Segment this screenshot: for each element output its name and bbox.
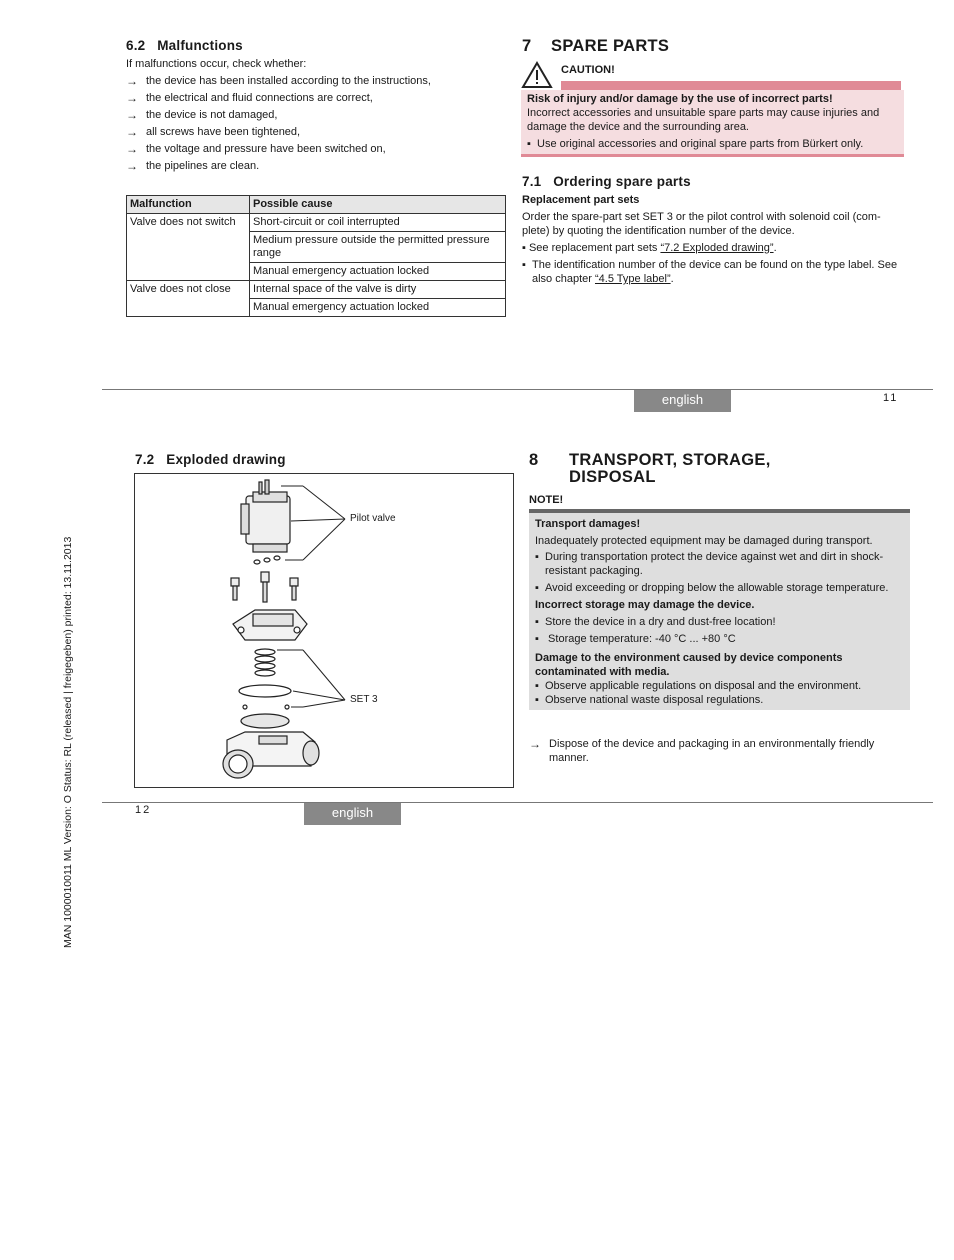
table-cell-cause: Manual emergency actuation locked: [250, 299, 506, 317]
arrow-icon: →: [126, 108, 138, 122]
storage-title: Incorrect storage may damage the device.: [535, 599, 755, 611]
replacement-label: Replacement part sets: [522, 194, 640, 206]
transport-heading-num: 8: [529, 451, 539, 469]
malfunctions-intro: If malfunctions occur, check whether:: [126, 58, 307, 70]
env-bullet-text: Observe applicable regulations on disposal and the environment.: [545, 680, 862, 692]
damage-bullet-text: Avoid exceeding or dropping below the allowable storage temperature.: [545, 582, 889, 594]
transport-heading-line2: DISPOSAL: [569, 468, 656, 486]
table-cell-cause: Manual emergency actuation locked: [250, 263, 506, 281]
caution-bar: [561, 81, 901, 90]
arrow-icon: →: [126, 159, 138, 173]
dispose-line: [529, 737, 901, 765]
transport-heading: [529, 451, 771, 486]
check-item: [126, 158, 506, 175]
table-cell-cause: Medium pressure outside the permitted pressure range: [250, 232, 506, 263]
env-bullet: [535, 679, 907, 693]
table-cell-cause: Internal space of the valve is dirty: [250, 281, 506, 299]
check-item: [126, 124, 506, 141]
check-item-text: all screws have been tightened,: [146, 126, 301, 138]
check-item-text: the device is not damaged,: [146, 109, 278, 121]
table-header-cause: Possible cause: [250, 196, 506, 214]
margin-document-note: MAN 1000010011 ML Version: O Status: RL (released | freigegeben) printed: 13.11.2013: [62, 536, 74, 948]
ident-bullet-row: [522, 258, 904, 286]
table-header-row: [127, 196, 506, 214]
arrow-icon: →: [126, 125, 138, 139]
ordering-heading: [522, 174, 691, 189]
ident-bullet-text: [532, 258, 904, 286]
table-cell-malfunction: Valve does not switch: [127, 214, 250, 281]
storage-bullet: [535, 632, 907, 646]
malfunctions-heading-num: 6.2: [126, 38, 146, 53]
table-row: [127, 281, 506, 299]
env-bullet-text: Observe national waste disposal regulations.: [545, 694, 764, 706]
damage-bullet: [535, 581, 907, 595]
bullet-icon: ▪: [535, 582, 539, 594]
exploded-heading: [135, 452, 286, 467]
note-box: [529, 509, 910, 710]
spare-parts-heading-num: 7: [522, 37, 532, 55]
check-item-text: the pipelines are clean.: [146, 160, 260, 172]
storage-bullet: [535, 615, 907, 629]
order-text: Order the spare-part set SET 3 or the pilot control with solenoid coil (com-plete) by quoting the identification number of the device.: [522, 211, 881, 237]
link-exploded-drawing[interactable]: “7.2 Exploded drawing”: [660, 242, 774, 254]
page12-number: 12: [135, 804, 152, 816]
see-prefix: See replacement part sets: [528, 242, 661, 254]
ident-bullet: [522, 258, 904, 286]
page11-footer-rule: [102, 389, 933, 390]
see-suffix: .: [773, 242, 777, 254]
bullet-icon: ▪: [535, 633, 539, 645]
malfunction-table: [126, 195, 506, 317]
bullet-icon: ▪: [522, 242, 529, 254]
check-item: [126, 141, 506, 158]
caution-box: [521, 90, 904, 157]
link-type-label[interactable]: “4.5 Type label”: [594, 273, 671, 285]
see-replacement-line: [522, 241, 904, 255]
transport-heading-line1: TRANSPORT, STORAGE,: [569, 451, 771, 469]
exploded-heading-text: Exploded drawing: [166, 452, 286, 467]
page11-number: 11: [883, 392, 899, 404]
bullet-icon: ▪: [527, 138, 531, 150]
arrow-icon: →: [126, 74, 138, 88]
check-item-text: the device has been installed according to the instructions,: [146, 75, 431, 87]
exploded-heading-num: 7.2: [135, 452, 155, 467]
bullet-icon: ▪: [535, 694, 539, 706]
env-bullet: [535, 693, 907, 707]
dispose-text: Dispose of the device and packaging in an environmentally friendly manner.: [549, 738, 875, 764]
table-cell-cause: Short-circuit or coil interrupted: [250, 214, 506, 232]
bullet-icon: ▪: [535, 616, 539, 628]
ordering-heading-num: 7.1: [522, 174, 542, 189]
caution-bullet: [527, 137, 901, 151]
exploded-drawing-illustration: [135, 474, 513, 787]
dispose-row: [529, 737, 901, 765]
see-also-suffix: .: [670, 273, 674, 285]
page12-language-badge: english: [304, 803, 401, 825]
page11-language-badge: english: [634, 390, 731, 412]
see-also-prefix: See also chapter: [532, 259, 898, 285]
check-item: [126, 90, 506, 107]
malfunctions-heading-text: Malfunctions: [157, 38, 243, 53]
ident-text: The identification number of the device can be found on the type label.: [532, 259, 875, 271]
check-item: [126, 73, 506, 90]
table-header-malfunction: Malfunction: [127, 196, 250, 214]
damage-bullet-text: During transportation protect the device against wet and dirt in shock-resistant packaging.: [545, 551, 884, 577]
check-item-text: the electrical and fluid connections are correct,: [146, 92, 373, 104]
note-label: NOTE!: [529, 494, 564, 506]
caution-bullet-text: Use original accessories and original spare parts from Bürkert only.: [537, 138, 864, 150]
caution-title: Risk of injury and/or damage by the use of incorrect parts!: [527, 93, 833, 105]
bullet-icon: ▪: [535, 551, 539, 563]
damage-bullet: [535, 550, 907, 578]
check-item-text: the voltage and pressure have been switched on,: [146, 143, 386, 155]
spare-parts-heading: [522, 37, 669, 56]
env-title: Damage to the environment caused by device components contaminated with media.: [535, 652, 843, 678]
transport-heading-text: [569, 452, 771, 486]
caution-label: CAUTION!: [561, 64, 615, 76]
pilot-valve-label: Pilot valve: [350, 513, 396, 524]
set3-label: SET 3: [350, 694, 378, 705]
warning-triangle-icon: [521, 61, 553, 89]
check-item: [126, 107, 506, 124]
damage-text: Inadequately protected equipment may be damaged during transport.: [535, 535, 873, 547]
storage-bullet-text: Storage temperature: -40 °C ... +80 °C: [545, 633, 736, 645]
spare-parts-heading-text: SPARE PARTS: [551, 37, 670, 55]
arrow-icon: →: [529, 737, 541, 751]
exploded-drawing-frame: [134, 473, 514, 788]
arrow-icon: →: [126, 142, 138, 156]
bullet-icon: ▪: [535, 680, 539, 692]
storage-bullet-text: Store the device in a dry and dust-free location!: [545, 616, 776, 628]
malfunctions-checklist: [126, 73, 506, 175]
ordering-heading-text: Ordering spare parts: [553, 174, 691, 189]
malfunctions-heading: [126, 38, 243, 53]
page12-footer-rule: [102, 802, 933, 803]
caution-text: Incorrect accessories and unsuitable spare parts may cause injuries and damage the device and the surrounding area.: [527, 107, 880, 133]
bullet-icon: ▪: [522, 259, 526, 271]
table-row: [127, 214, 506, 232]
damage-title: Transport damages!: [535, 518, 641, 530]
arrow-icon: →: [126, 91, 138, 105]
table-cell-malfunction: Valve does not close: [127, 281, 250, 317]
